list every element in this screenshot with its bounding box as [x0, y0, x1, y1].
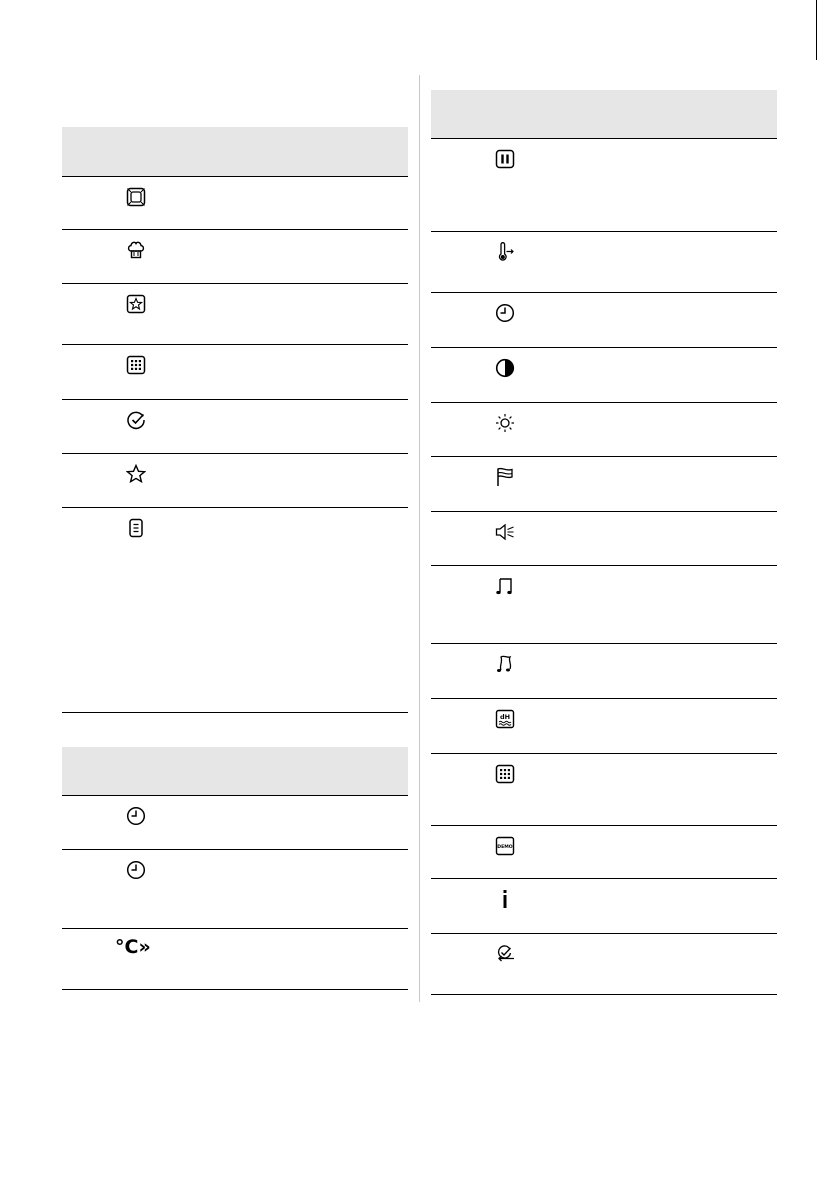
clock-icon: [126, 860, 146, 880]
table-row: [62, 929, 408, 990]
table-row: [62, 508, 408, 713]
demo-label: DEMO: [497, 845, 513, 850]
demo-icon: [495, 836, 515, 856]
chef-hat-icon: [126, 240, 146, 260]
water-hardness-icon: [495, 709, 515, 729]
right-symbol-table: [431, 90, 777, 995]
pause-icon: [495, 149, 515, 169]
table-row: [62, 850, 408, 929]
table-row: [431, 879, 777, 934]
speaker-icon: [495, 522, 515, 542]
table-row: [431, 754, 777, 826]
table-row: [431, 512, 777, 566]
table-row: [62, 454, 408, 508]
star-in-square-icon: [126, 294, 146, 314]
table-row: [62, 284, 408, 345]
temperature-fast-heat-icon: °C»: [115, 936, 151, 958]
table-row: [62, 230, 408, 284]
star-icon: [126, 464, 146, 484]
square-frame-icon: [126, 187, 146, 207]
flag-icon: [495, 467, 515, 487]
table-row: [431, 644, 777, 699]
table-row: [431, 826, 777, 879]
contrast-icon: [495, 358, 515, 378]
table-row: [62, 345, 408, 400]
table-row: [431, 348, 777, 403]
document-icon: [126, 518, 146, 538]
table-header: [62, 127, 408, 177]
table-row: [431, 232, 777, 293]
music-tone-icon: [495, 654, 515, 674]
grid-square-icon: [126, 355, 146, 375]
left-symbol-table-2: [62, 747, 408, 990]
table-row: [431, 293, 777, 348]
check-return-icon: [495, 944, 515, 964]
clock-icon: [126, 806, 146, 826]
left-symbol-table-1: [62, 127, 408, 713]
page-edge-mark: [816, 0, 817, 60]
table-row: [431, 457, 777, 512]
grid-square-icon: [495, 764, 515, 784]
table-row: [431, 403, 777, 457]
table-row: [431, 934, 777, 995]
music-note-icon: [495, 576, 515, 596]
clock-icon: [495, 303, 515, 323]
table-header: [431, 90, 777, 139]
column-divider: [419, 75, 420, 1002]
table-row: [431, 699, 777, 754]
table-header: [62, 747, 408, 796]
table-row: [62, 177, 408, 230]
table-row: [431, 566, 777, 644]
table-row: [62, 400, 408, 454]
thermometer-arrow-icon: [495, 242, 515, 262]
brightness-icon: [495, 413, 515, 433]
table-row: [431, 139, 777, 232]
table-row: [62, 796, 408, 850]
water-hardness-label: dH: [499, 713, 511, 721]
check-circle-icon: [126, 410, 146, 430]
info-icon: [495, 889, 515, 909]
